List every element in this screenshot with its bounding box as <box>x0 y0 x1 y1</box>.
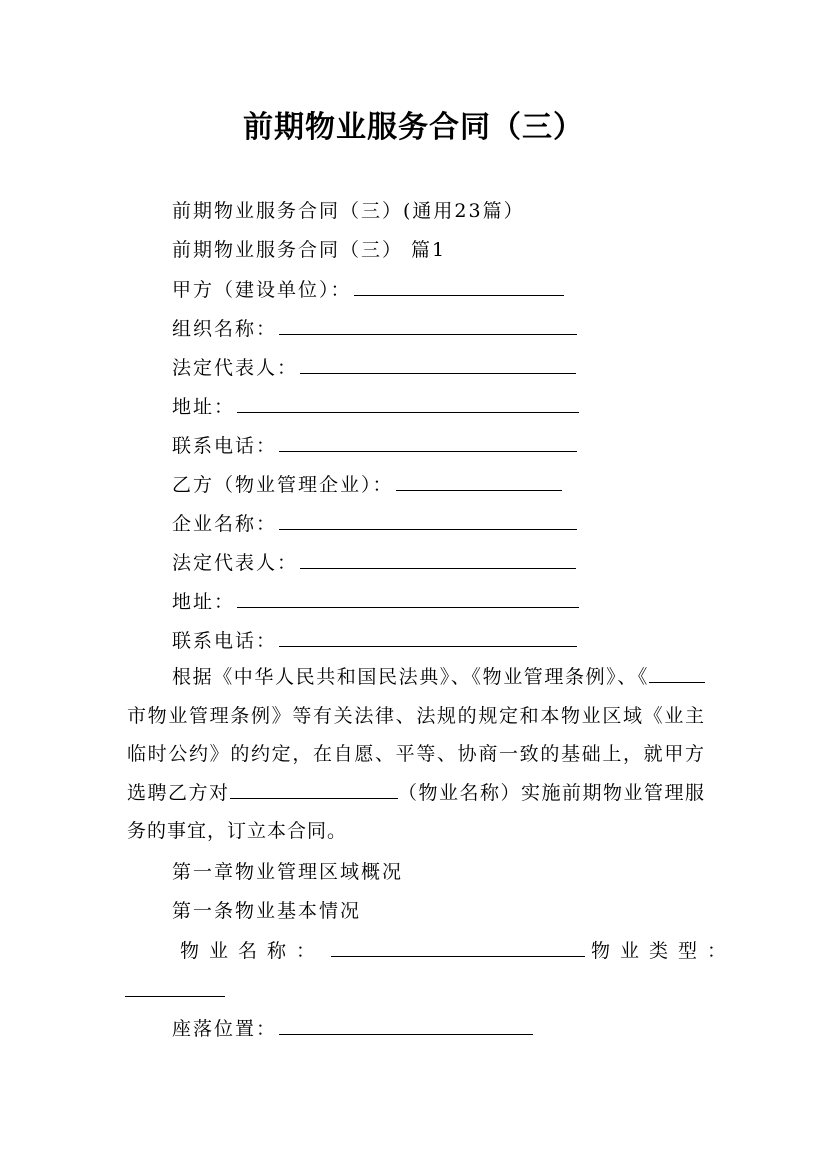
b-org-label: 企业名称： <box>172 513 278 535</box>
location-blank[interactable] <box>279 1015 533 1035</box>
a-org-label: 组织名称： <box>172 318 278 340</box>
preamble-text-1: 根据《中华人民共和国民法典》、《物业管理条例》、《 <box>172 666 649 688</box>
property-name-label: 物业名称： <box>180 940 326 962</box>
party-b-blank[interactable] <box>396 471 562 491</box>
b-tel-label: 联系电话： <box>172 630 278 652</box>
party-a-line <box>172 276 564 302</box>
b-rep-label: 法定代表人： <box>172 552 299 574</box>
a-org-line <box>172 315 577 341</box>
a-tel-line <box>172 432 577 458</box>
a-rep-line <box>172 354 576 380</box>
property-name-field-blank[interactable] <box>331 937 585 957</box>
party-a-blank[interactable] <box>354 276 564 296</box>
section-heading: 前期物业服务合同（三） 篇1 <box>172 239 447 261</box>
b-addr-blank[interactable] <box>237 588 579 608</box>
party-b-line <box>172 471 562 497</box>
preamble-text-2: 市物业管理条例》等有关法律、法规的规定和本物业区域《业主临时公约》的约定，在自愿、平等、协商一致的基础上，就甲方选聘乙方对 <box>127 704 705 804</box>
a-addr-blank[interactable] <box>237 393 579 413</box>
party-a-label: 甲方（建设单位）： <box>172 279 352 301</box>
property-name-line <box>180 937 737 963</box>
location-line <box>172 1015 533 1041</box>
location-label: 座落位置： <box>172 1018 278 1040</box>
b-addr-line <box>172 588 579 614</box>
b-tel-blank[interactable] <box>279 627 577 647</box>
a-tel-label: 联系电话： <box>172 435 278 457</box>
a-rep-label: 法定代表人： <box>172 357 299 379</box>
a-rep-blank[interactable] <box>300 354 576 374</box>
b-addr-label: 地址： <box>172 591 236 613</box>
b-org-line <box>172 510 577 536</box>
chapter-heading: 第一章物业管理区域概况 <box>172 861 404 883</box>
party-b-label: 乙方（物业管理企业）： <box>172 474 394 496</box>
article-heading: 第一条物业基本情况 <box>172 900 362 922</box>
b-tel-line <box>172 627 577 653</box>
a-tel-blank[interactable] <box>279 432 577 452</box>
a-addr-line <box>172 393 579 419</box>
property-name-blank[interactable] <box>230 779 398 799</box>
property-type-label: 物业类型： <box>591 940 737 962</box>
preamble-text-3: （物业名称）实施前期物业管理服务的事宜，订立本合同。 <box>127 781 705 842</box>
b-rep-line <box>172 549 576 575</box>
b-org-blank[interactable] <box>279 510 577 530</box>
document-subtitle: 前期物业服务合同（三）(通用23篇） <box>172 200 525 222</box>
preamble-paragraph <box>127 658 705 851</box>
a-addr-label: 地址： <box>172 396 236 418</box>
a-org-blank[interactable] <box>279 315 577 335</box>
b-rep-blank[interactable] <box>300 549 576 569</box>
property-type-blank[interactable] <box>125 996 225 997</box>
document-title: 前期物业服务合同（三） <box>243 110 584 145</box>
city-blank[interactable] <box>649 663 705 683</box>
